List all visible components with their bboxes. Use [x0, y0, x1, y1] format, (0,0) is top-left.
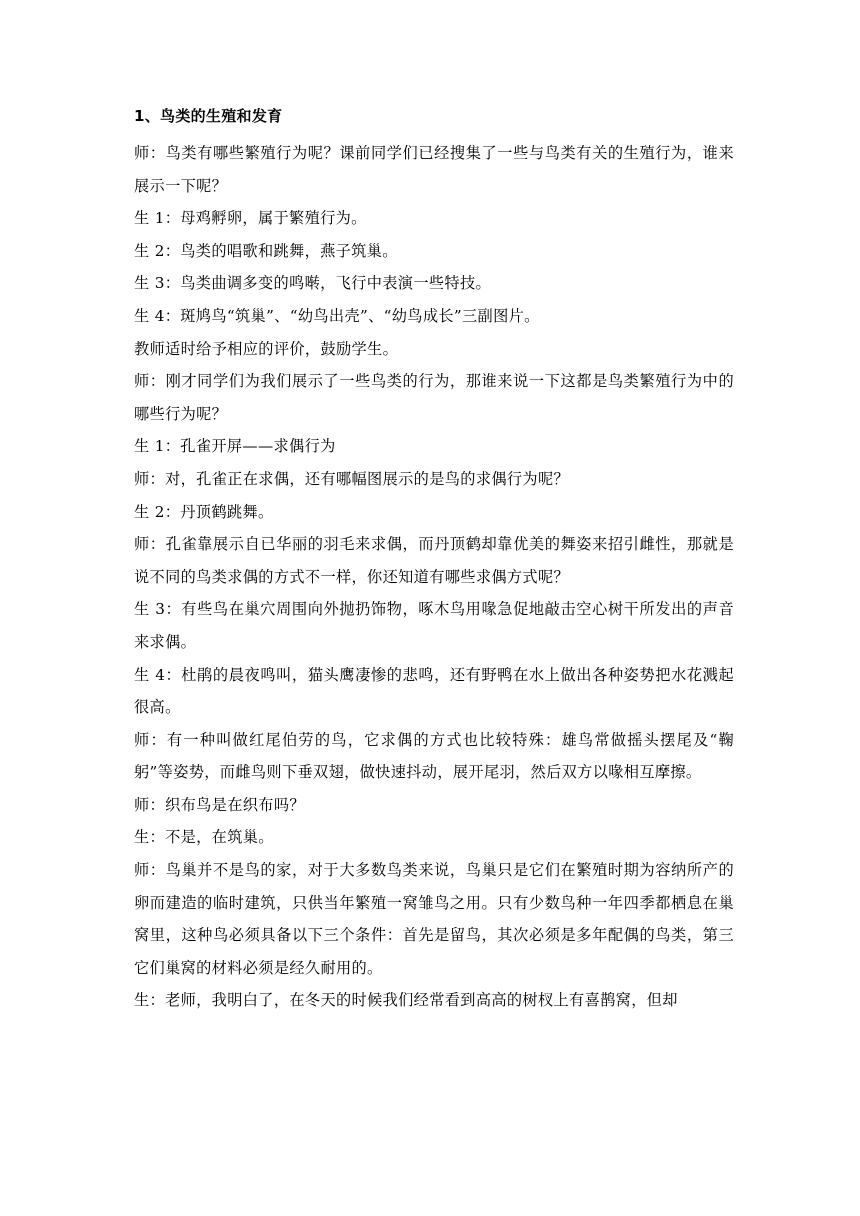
paragraph: 生 3：有些鸟在巢穴周围向外抛扔饰物，啄木鸟用喙急促地敲击空心树干所发出的声音来求偶。 — [134, 600, 734, 651]
paragraph: 师：孔雀靠展示自已华丽的羽毛来求偶，而丹顶鹤却靠优美的舞姿来招引雌性，那就是说不同的鸟类求偶的方式不一样，你还知道有哪些求偶方式呢？ — [134, 535, 734, 586]
paragraph: 生：不是，在筑巢。 — [134, 828, 274, 847]
paragraph: 师：有一种叫做红尾伯劳的鸟，它求偶的方式也比较特殊：雄鸟常做摇头摆尾及“鞠躬”等姿势，而雌鸟则下垂双翅，做快速抖动，展开尾羽，然后双方以喙相互摩擦。 — [134, 730, 734, 782]
paragraph: 生 4：杜鹃的晨夜鸣叫，猫头鹰凄惨的悲鸣，还有野鸭在水上做出各种姿势把水花溅起很高。 — [134, 665, 734, 717]
paragraph: 教师适时给予相应的评价，鼓励学生。 — [134, 339, 399, 358]
paragraph: 师：刚才同学们为我们展示了一些鸟类的行为，那谁来说一下这都是鸟类繁殖行为中的哪些行为呢？ — [134, 372, 734, 423]
paragraph: 生 1：孔雀开屏——求偶行为 — [134, 437, 336, 456]
paragraph: 师：鸟巢并不是鸟的家，对于大多数鸟类来说，鸟巢只是它们在繁殖时期为容纳所产的卵而建造的临时建筑，只供当年繁殖一窝雏鸟之用。只有少数鸟种一年四季都栖息在巢窝里，这种鸟必须具备以下三个条件：首先是留鸟，其次必须是多年配偶的鸟类，第三它们巢窝的材料必须是经久耐用的。 — [134, 861, 734, 977]
paragraph: 生 2：丹顶鹤跳舞。 — [134, 502, 274, 521]
paragraph: 师：织布鸟是在织布吗？ — [134, 795, 305, 814]
document-page — [134, 106, 734, 1017]
paragraph: 师：对，孔雀正在求偶，还有哪幅图展示的是鸟的求偶行为呢？ — [134, 469, 570, 488]
paragraph: 生 2：鸟类的唱歌和跳舞，燕子筑巢。 — [134, 241, 398, 260]
paragraph: 生 3：鸟类曲调多变的鸣啭，飞行中表演一些特技。 — [134, 274, 492, 293]
section-heading: 1、鸟类的生殖和发育 — [134, 107, 283, 125]
paragraph: 生：老师，我明白了，在冬天的时候我们经常看到高高的树杈上有喜鹊窝，但却 — [134, 991, 678, 1010]
paragraph: 生 4：斑鸠鸟“筑巢”、“幼鸟出壳”、“幼鸟成长”三副图片。 — [134, 306, 540, 325]
paragraph: 生 1：母鸡孵卵，属于繁殖行为。 — [134, 209, 367, 228]
paragraph: 师：鸟类有哪些繁殖行为呢？课前同学们已经搜集了一些与鸟类有关的生殖行为，谁来展示一下呢？ — [134, 144, 734, 195]
